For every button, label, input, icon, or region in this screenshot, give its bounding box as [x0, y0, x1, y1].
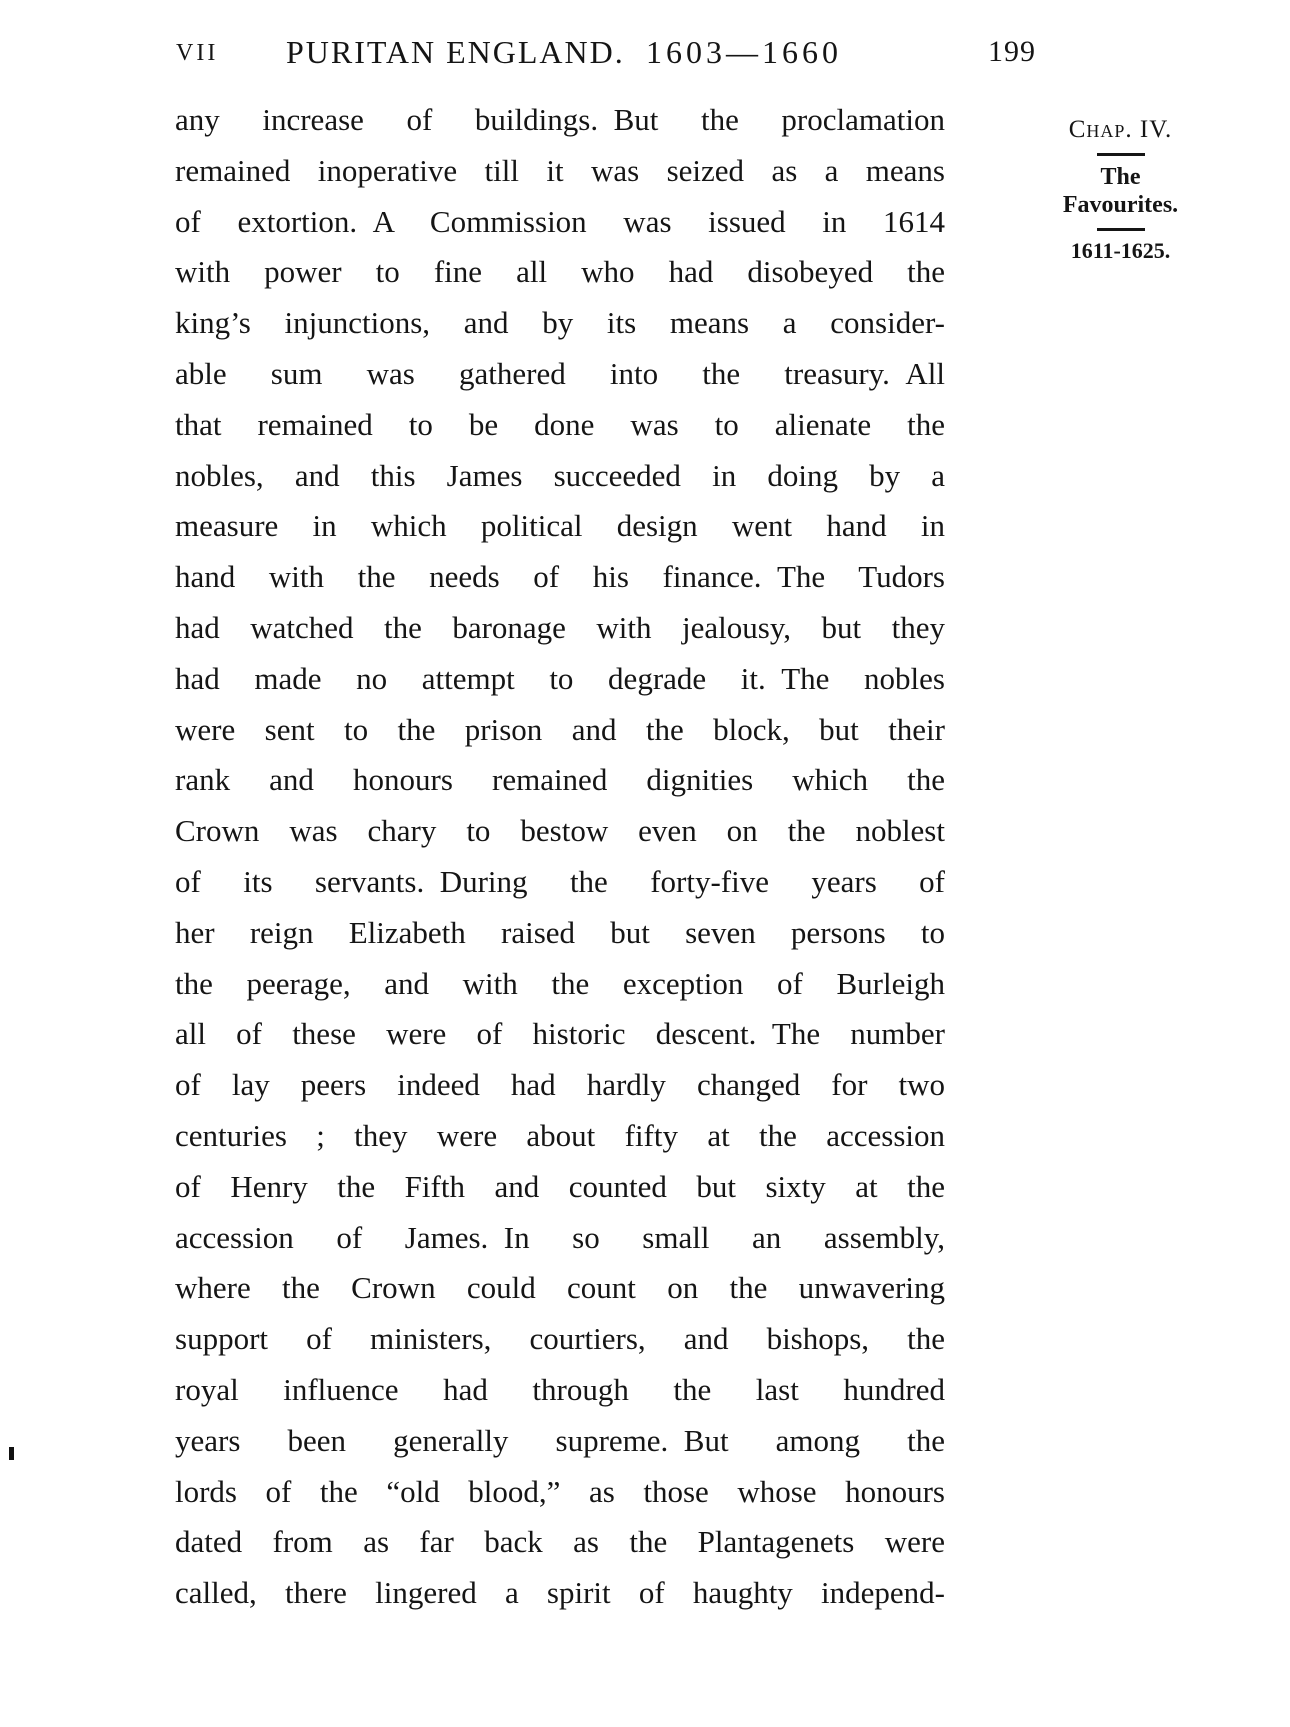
margin-rule [1097, 228, 1145, 231]
body-line: where the Crown could count on the unwavering [175, 1270, 945, 1306]
header-running-title: PURITAN ENGLAND. [286, 34, 625, 70]
body-line: dated from as far back as the Plantagenets were [175, 1524, 945, 1560]
body-line: king’s injunctions, and by its means a consider- [175, 305, 945, 341]
body-line: any increase of buildings. But the proclamation [175, 102, 945, 137]
body-line: all of these were of historic descent. The number [175, 1016, 945, 1052]
margin-notes [1038, 116, 1203, 264]
margin-note-line2: Favourites. [1062, 192, 1179, 218]
ink-speck [9, 1447, 14, 1460]
body-line: support of ministers, courtiers, and bishops, the [175, 1321, 945, 1357]
header-chapter-number: VII [176, 40, 219, 66]
body-line: had watched the baronage with jealousy, but they [175, 609, 945, 645]
body-line: of extortion. A Commission was issued in 1614 [175, 203, 945, 239]
body-line: able sum was gathered into the treasury. All [175, 355, 945, 391]
body-line: years been generally supreme. But among the [175, 1422, 945, 1458]
margin-chapter-label: Chap. IV. [1068, 116, 1173, 143]
body-line: of Henry the Fifth and counted but sixty at the [175, 1168, 945, 1204]
body-line: nobles, and this James succeeded in doing by a [175, 457, 945, 493]
body-line: hand with the needs of his finance. The Tudors [175, 559, 945, 595]
body-line: Crown was chary to bestow even on the noblest [175, 813, 945, 849]
body-line: remained inoperative till it was seized as a means [175, 152, 945, 188]
body-text-block [175, 95, 945, 1619]
body-line: centuries ; they were about fifty at the accession [175, 1117, 945, 1153]
body-line: were sent to the prison and the block, but their [175, 711, 945, 747]
body-line: of lay peers indeed had hardly changed for two [175, 1067, 945, 1103]
body-line: of its servants. During the forty-five years of [175, 863, 945, 899]
body-line: with power to fine all who had disobeyed the [175, 254, 945, 290]
body-line: the peerage, and with the exception of Burleigh [175, 965, 945, 1001]
body-line: that remained to be done was to alienate the [175, 406, 945, 442]
body-line: lords of the “old blood,” as those whose honours [175, 1473, 945, 1509]
body-line: royal influence had through the last hundred [175, 1371, 945, 1407]
header-page-number: 199 [988, 35, 1036, 68]
body-line: her reign Elizabeth raised but seven persons to [175, 914, 945, 950]
margin-note-line1: The [1100, 164, 1141, 190]
body-line: measure in which political design went hand in [175, 508, 945, 544]
body-line: called, there lingered a spirit of haughty independ- [175, 1575, 945, 1611]
body-line: rank and honours remained dignities which the [175, 762, 945, 798]
body-line: had made no attempt to degrade it. The nobles [175, 660, 945, 696]
margin-rule [1097, 153, 1145, 156]
header-date-range: 1603—1660 [646, 34, 842, 70]
body-line: accession of James. In so small an assembly, [175, 1219, 945, 1255]
margin-date-range: 1611-1625. [1070, 238, 1171, 263]
